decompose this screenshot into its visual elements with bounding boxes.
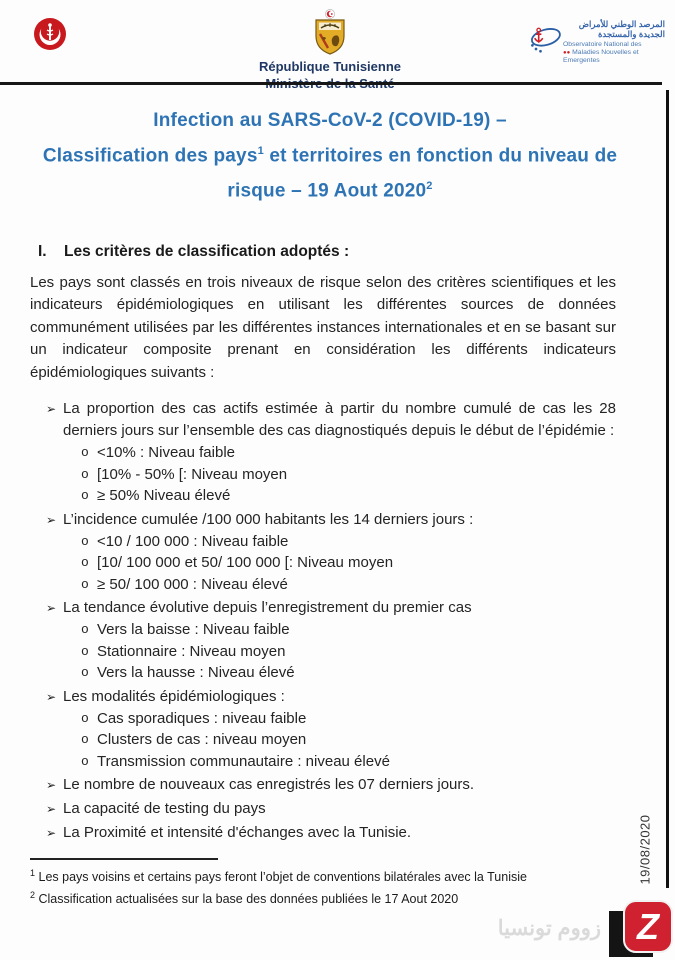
section-number: I. <box>38 242 47 260</box>
criterion-text: La Proximité et intensité d'échanges avec la Tunisie. <box>63 824 412 842</box>
watermark-arabic-text: زووم تونسيا <box>497 917 601 940</box>
criterion-sub-list <box>81 619 616 684</box>
observatory-logo <box>527 20 665 65</box>
criterion-sub-list <box>81 442 616 507</box>
arrow-bullet-icon: ➢ <box>46 689 57 704</box>
circle-bullet-icon: o <box>81 665 89 681</box>
circle-bullet-icon: o <box>81 753 89 769</box>
criterion-sub-item <box>81 619 616 641</box>
circle-bullet-icon: o <box>81 466 89 482</box>
criterion-sub-text: Stationnaire : Niveau moyen <box>97 642 286 660</box>
criterion-text: La capacité de testing du pays <box>63 800 266 818</box>
observatory-arabic-line1: المرصد الوطني للأمراض <box>578 19 665 29</box>
criterion-sub-item <box>81 641 616 663</box>
criterion-sub-text: Cas sporadiques : niveau faible <box>97 709 307 727</box>
document-body <box>0 86 660 846</box>
title-line3: risque – 19 Aout 2020$^2$ <box>227 180 433 202</box>
arrow-bullet-icon: ➢ <box>46 512 57 527</box>
criterion-sub-item <box>81 729 616 751</box>
right-margin-rule <box>666 90 669 888</box>
footnote-1: $^1$ Les pays voisins et certains pays feront l’objet de conventions bilatérales avec la Tunisie <box>30 868 527 885</box>
criterion-sub-text: ≥ 50% Niveau élevé <box>97 487 231 505</box>
arrow-bullet-icon: ➢ <box>46 826 57 841</box>
criterion-sub-list <box>81 708 616 773</box>
criterion-text: Les modalités épidémiologiques : <box>63 687 285 705</box>
circle-bullet-icon: o <box>81 622 89 638</box>
observatory-anchor-icon <box>527 20 563 65</box>
section-heading <box>38 243 660 261</box>
criterion-sub-item <box>81 485 616 507</box>
republic-label: République Tunisienne <box>258 59 402 74</box>
criterion-sub-item <box>81 464 616 486</box>
arrow-bullet-icon: ➢ <box>46 601 57 616</box>
criterion-sub-item <box>81 531 616 553</box>
circle-bullet-icon: o <box>81 488 89 504</box>
criterion-item <box>46 597 616 684</box>
criterion-sub-text: [10% - 50% [: Niveau moyen <box>97 465 288 483</box>
criterion-sub-item <box>81 662 616 684</box>
circle-bullet-icon: o <box>81 576 89 592</box>
intro-paragraph: Les pays sont classés en trois niveaux de risque selon des critères scientifiques et les indicateurs épidémiologiques en utilisant les différentes sources de données communément utilisées par les différentes instances internationales et en se basant sur un indicateur composite prenant en considération les différents indicateurs épidémiologiques suivants : <box>30 273 616 381</box>
criterion-sub-text: <10 / 100 000 : Niveau faible <box>97 532 289 550</box>
criterion-sub-item <box>81 574 616 596</box>
circle-bullet-icon: o <box>81 643 89 659</box>
arrow-bullet-icon: ➢ <box>46 802 57 817</box>
page-title <box>14 106 646 207</box>
footnote-ref-2: 2 <box>426 180 433 193</box>
observatory-french-line1: Observatoire National des <box>563 40 642 48</box>
criterion-sub-item <box>81 552 616 574</box>
criterion-text: La tendance évolutive depuis l’enregistrement du premier cas <box>63 599 472 617</box>
section-heading-label: Les critères de classification adoptés : <box>64 242 350 260</box>
criterion-item <box>46 686 616 773</box>
circle-bullet-icon: o <box>81 732 89 748</box>
observatory-arabic-line2: الجديدة والمستجدة <box>597 28 665 39</box>
footnote-divider <box>30 858 218 860</box>
circle-bullet-icon: o <box>81 710 89 726</box>
criterion-sub-text: [10/ 100 000 et 50/ 100 000 [: Niveau moyen <box>97 554 394 572</box>
criterion-item <box>46 822 616 844</box>
criterion-sub-text: Transmission communautaire : niveau élevé <box>97 752 390 770</box>
arrow-bullet-icon: ➢ <box>46 778 57 793</box>
footnote-2: $^2$ Classification actualisées sur la base des données publiées le 17 Aout 2020 <box>30 890 459 907</box>
criterion-item <box>46 509 616 596</box>
criterion-sub-item <box>81 708 616 730</box>
criterion-sub-text: Vers la hausse : Niveau élevé <box>97 664 295 682</box>
criterion-text: La proportion des cas actifs estimée à partir du nombre cumulé de cas les 28 derniers jours sur l’ensemble des cas diagnostiqués depuis le début de l’épidémie : <box>63 400 616 440</box>
criteria-list <box>46 398 616 844</box>
criterion-item <box>46 774 616 796</box>
criterion-sub-text: Vers la baisse : Niveau faible <box>97 621 290 639</box>
criterion-text: Le nombre de nouveaux cas enregistrés les 07 derniers jours. <box>63 776 475 794</box>
margin-date: 19/08/2020 <box>637 814 653 885</box>
criterion-text: L’incidence cumulée /100 000 habitants les 14 derniers jours : <box>63 510 474 528</box>
criterion-sub-list <box>81 531 616 596</box>
arrow-bullet-icon: ➢ <box>46 402 57 417</box>
criterion-sub-item <box>81 751 616 773</box>
header-divider <box>0 82 662 85</box>
site-watermark <box>498 900 673 957</box>
observatory-dots-icon: ●● <box>563 50 571 57</box>
circle-bullet-icon: o <box>81 445 89 461</box>
z-logo-icon: Z <box>609 900 673 957</box>
circle-bullet-icon: o <box>81 555 89 571</box>
criterion-sub-text: Clusters de cas : niveau moyen <box>97 731 307 749</box>
criterion-sub-text: <10% : Niveau faible <box>97 444 236 462</box>
criterion-item <box>46 798 616 820</box>
criterion-sub-text: ≥ 50/ 100 000 : Niveau élevé <box>97 575 288 593</box>
title-line1: Infection au SARS-CoV-2 (COVID-19) – <box>153 110 507 131</box>
criterion-item <box>46 398 616 507</box>
circle-bullet-icon: o <box>81 533 89 549</box>
observatory-french-line2: Maladies Nouvelles et Emergentes <box>563 49 639 65</box>
criterion-sub-item <box>81 442 616 464</box>
footnote-ref-1: 1 <box>257 145 264 157</box>
title-line2: Classification des pays$^1$ et territoires en fonction du niveau de <box>42 145 618 167</box>
